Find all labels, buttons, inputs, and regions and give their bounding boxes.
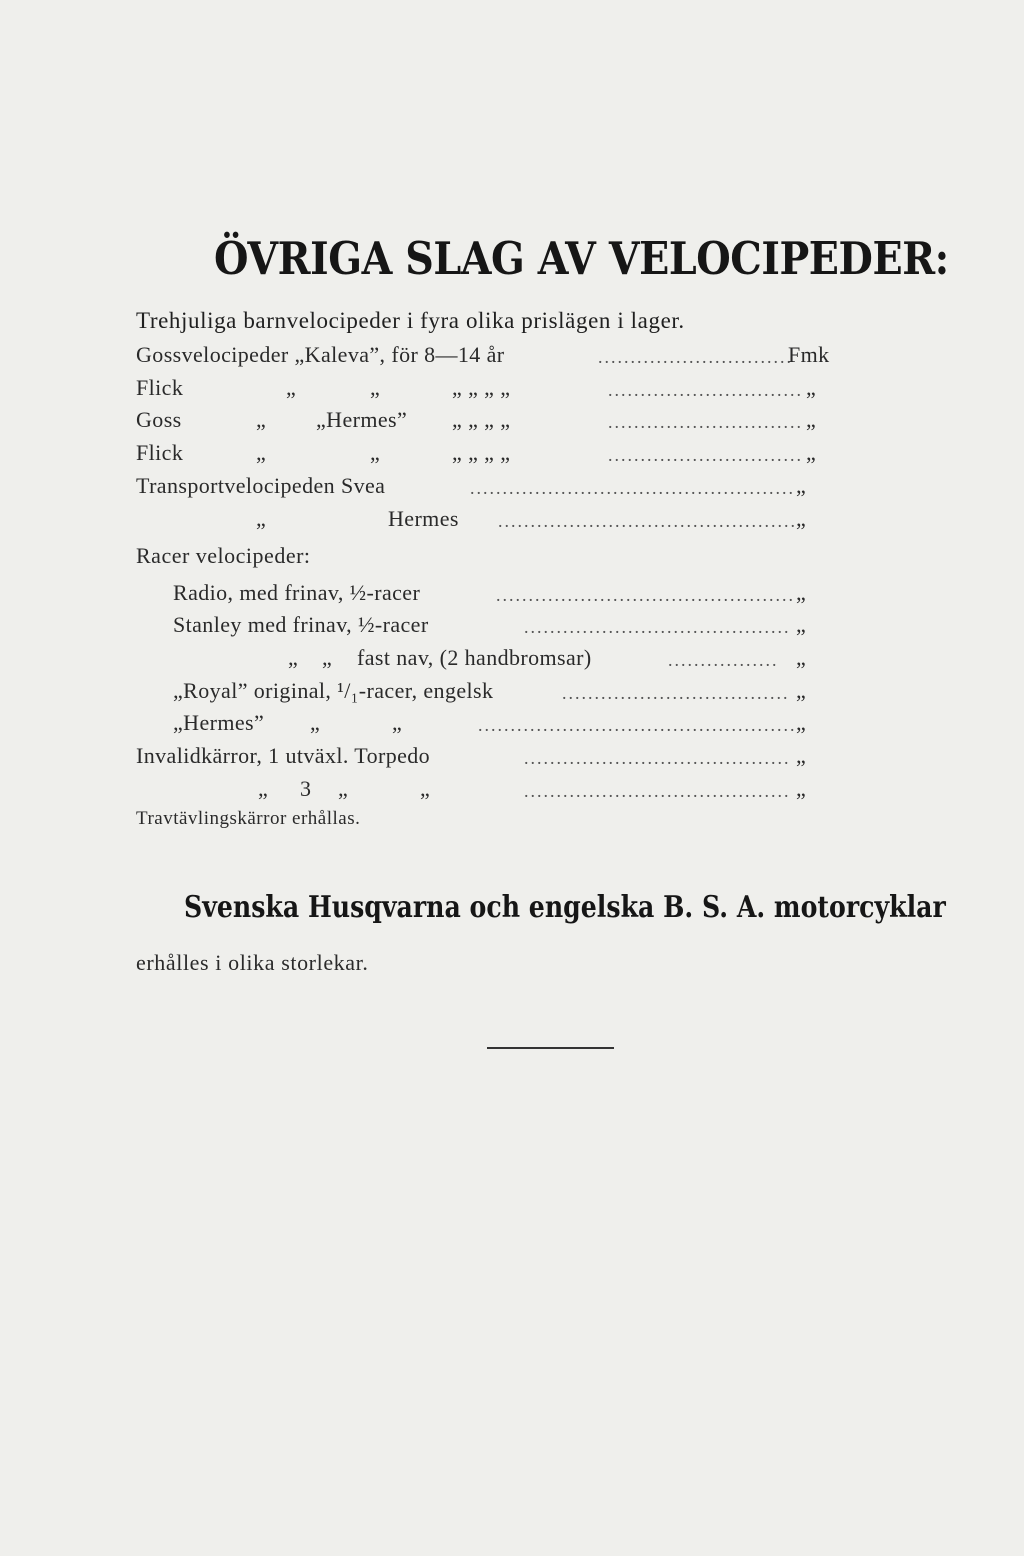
ditto-mark: „ — [338, 776, 349, 801]
ditto-mark: „ — [796, 710, 807, 735]
price-row-stanley — [0, 612, 1024, 642]
price-row-kaleva-flick — [0, 375, 1024, 405]
gear-count: 3 — [300, 776, 312, 801]
ditto-mark: „ — [370, 375, 381, 400]
price-row-racer-hermes — [0, 710, 1024, 740]
intro-line: Trehjuliga barnvelocipeder i fyra olika prislägen i lager. — [136, 308, 685, 333]
ditto-mark: „ — [796, 743, 807, 768]
ditto-mark: „ — [288, 645, 299, 670]
ditto-mark: „ — [258, 776, 269, 801]
ditto-mark: „ — [256, 506, 267, 531]
price-row-radio — [0, 580, 1024, 610]
model-label: Hermes — [388, 506, 459, 531]
leader-dots: .............................. — [598, 347, 793, 367]
row-label: „Hermes” — [173, 710, 265, 735]
row-label: Flick — [136, 375, 184, 400]
trav-note: Travtävlingskärror erhållas. — [136, 808, 361, 829]
ditto-marks: „ „ „ „ — [452, 440, 511, 465]
ditto-mark: „ — [286, 375, 297, 400]
ditto-mark: „ — [392, 710, 403, 735]
currency-label: Fmk — [788, 342, 830, 367]
price-row-hermes-goss — [0, 407, 1024, 437]
leader-dots: ................................... — [562, 683, 790, 703]
ditto-marks: „ „ „ „ — [452, 375, 511, 400]
row-label: Stanley med frinav, ½-racer — [173, 612, 429, 637]
ditto-mark: „ — [806, 375, 817, 400]
leader-dots: .............................................. — [498, 511, 797, 531]
leader-dots: .............................................. — [496, 585, 795, 605]
ditto-mark: „ — [796, 678, 807, 703]
price-row-kaleva-goss — [0, 342, 1024, 372]
leader-dots: .................................................. — [470, 478, 795, 498]
price-row-stanley-fast-nav — [0, 645, 1024, 675]
ditto-mark: „ — [806, 407, 817, 432]
ditto-mark: „ — [310, 710, 321, 735]
row-label: Goss — [136, 407, 182, 432]
row-label: Transportvelocipeden Svea — [136, 473, 386, 498]
row-label: „Royal” original, ¹/₁-racer, engelsk — [173, 678, 494, 703]
section-label-racer: Racer velocipeder: — [136, 543, 311, 568]
ditto-mark: „ — [256, 440, 267, 465]
page-title: ÖVRIGA SLAG AV VELOCIPEDER: — [214, 232, 949, 285]
model-label: „Hermes” — [316, 407, 408, 432]
ditto-mark: „ — [796, 776, 807, 801]
ditto-mark: „ — [796, 612, 807, 637]
leader-dots: .............................. — [608, 380, 803, 400]
leader-dots: ......................................... — [524, 781, 791, 801]
row-label: fast nav, (2 handbromsar) — [357, 645, 592, 670]
ditto-mark: „ — [806, 440, 817, 465]
row-label: Radio, med frinav, ½-racer — [173, 580, 421, 605]
ditto-marks: „ „ „ „ — [452, 407, 511, 432]
ditto-mark: „ — [420, 776, 431, 801]
leader-dots: ......................................... — [524, 617, 791, 637]
ditto-mark: „ — [796, 580, 807, 605]
price-row-invalid-3 — [0, 776, 1024, 806]
leader-dots: .............................. — [608, 445, 803, 465]
leader-dots: ................................................. — [478, 715, 797, 735]
ditto-mark: „ — [796, 473, 807, 498]
leader-dots: ......................................... — [524, 748, 791, 768]
price-row-transport-hermes — [0, 506, 1024, 536]
price-row-svea — [0, 473, 1024, 503]
divider-rule — [487, 1047, 614, 1049]
ditto-mark: „ — [256, 407, 267, 432]
ditto-mark: „ — [796, 506, 807, 531]
price-row-invalid-1 — [0, 743, 1024, 773]
motorcycle-subline: erhålles i olika storlekar. — [136, 950, 369, 975]
ditto-mark: „ — [796, 645, 807, 670]
price-row-royal — [0, 678, 1024, 708]
row-label: Invalidkärror, 1 utväxl. Torpedo — [136, 743, 431, 768]
leader-dots: ................. — [668, 650, 779, 670]
row-label: Flick — [136, 440, 184, 465]
motorcycle-heading: Svenska Husqvarna och engelska B. S. A. motorcyklar — [184, 890, 946, 925]
leader-dots: .............................. — [608, 412, 803, 432]
ditto-mark: „ — [322, 645, 333, 670]
row-label: Gossvelocipeder „Kaleva”, för 8—14 år — [136, 342, 505, 367]
ditto-mark: „ — [370, 440, 381, 465]
price-row-hermes-flick — [0, 440, 1024, 470]
